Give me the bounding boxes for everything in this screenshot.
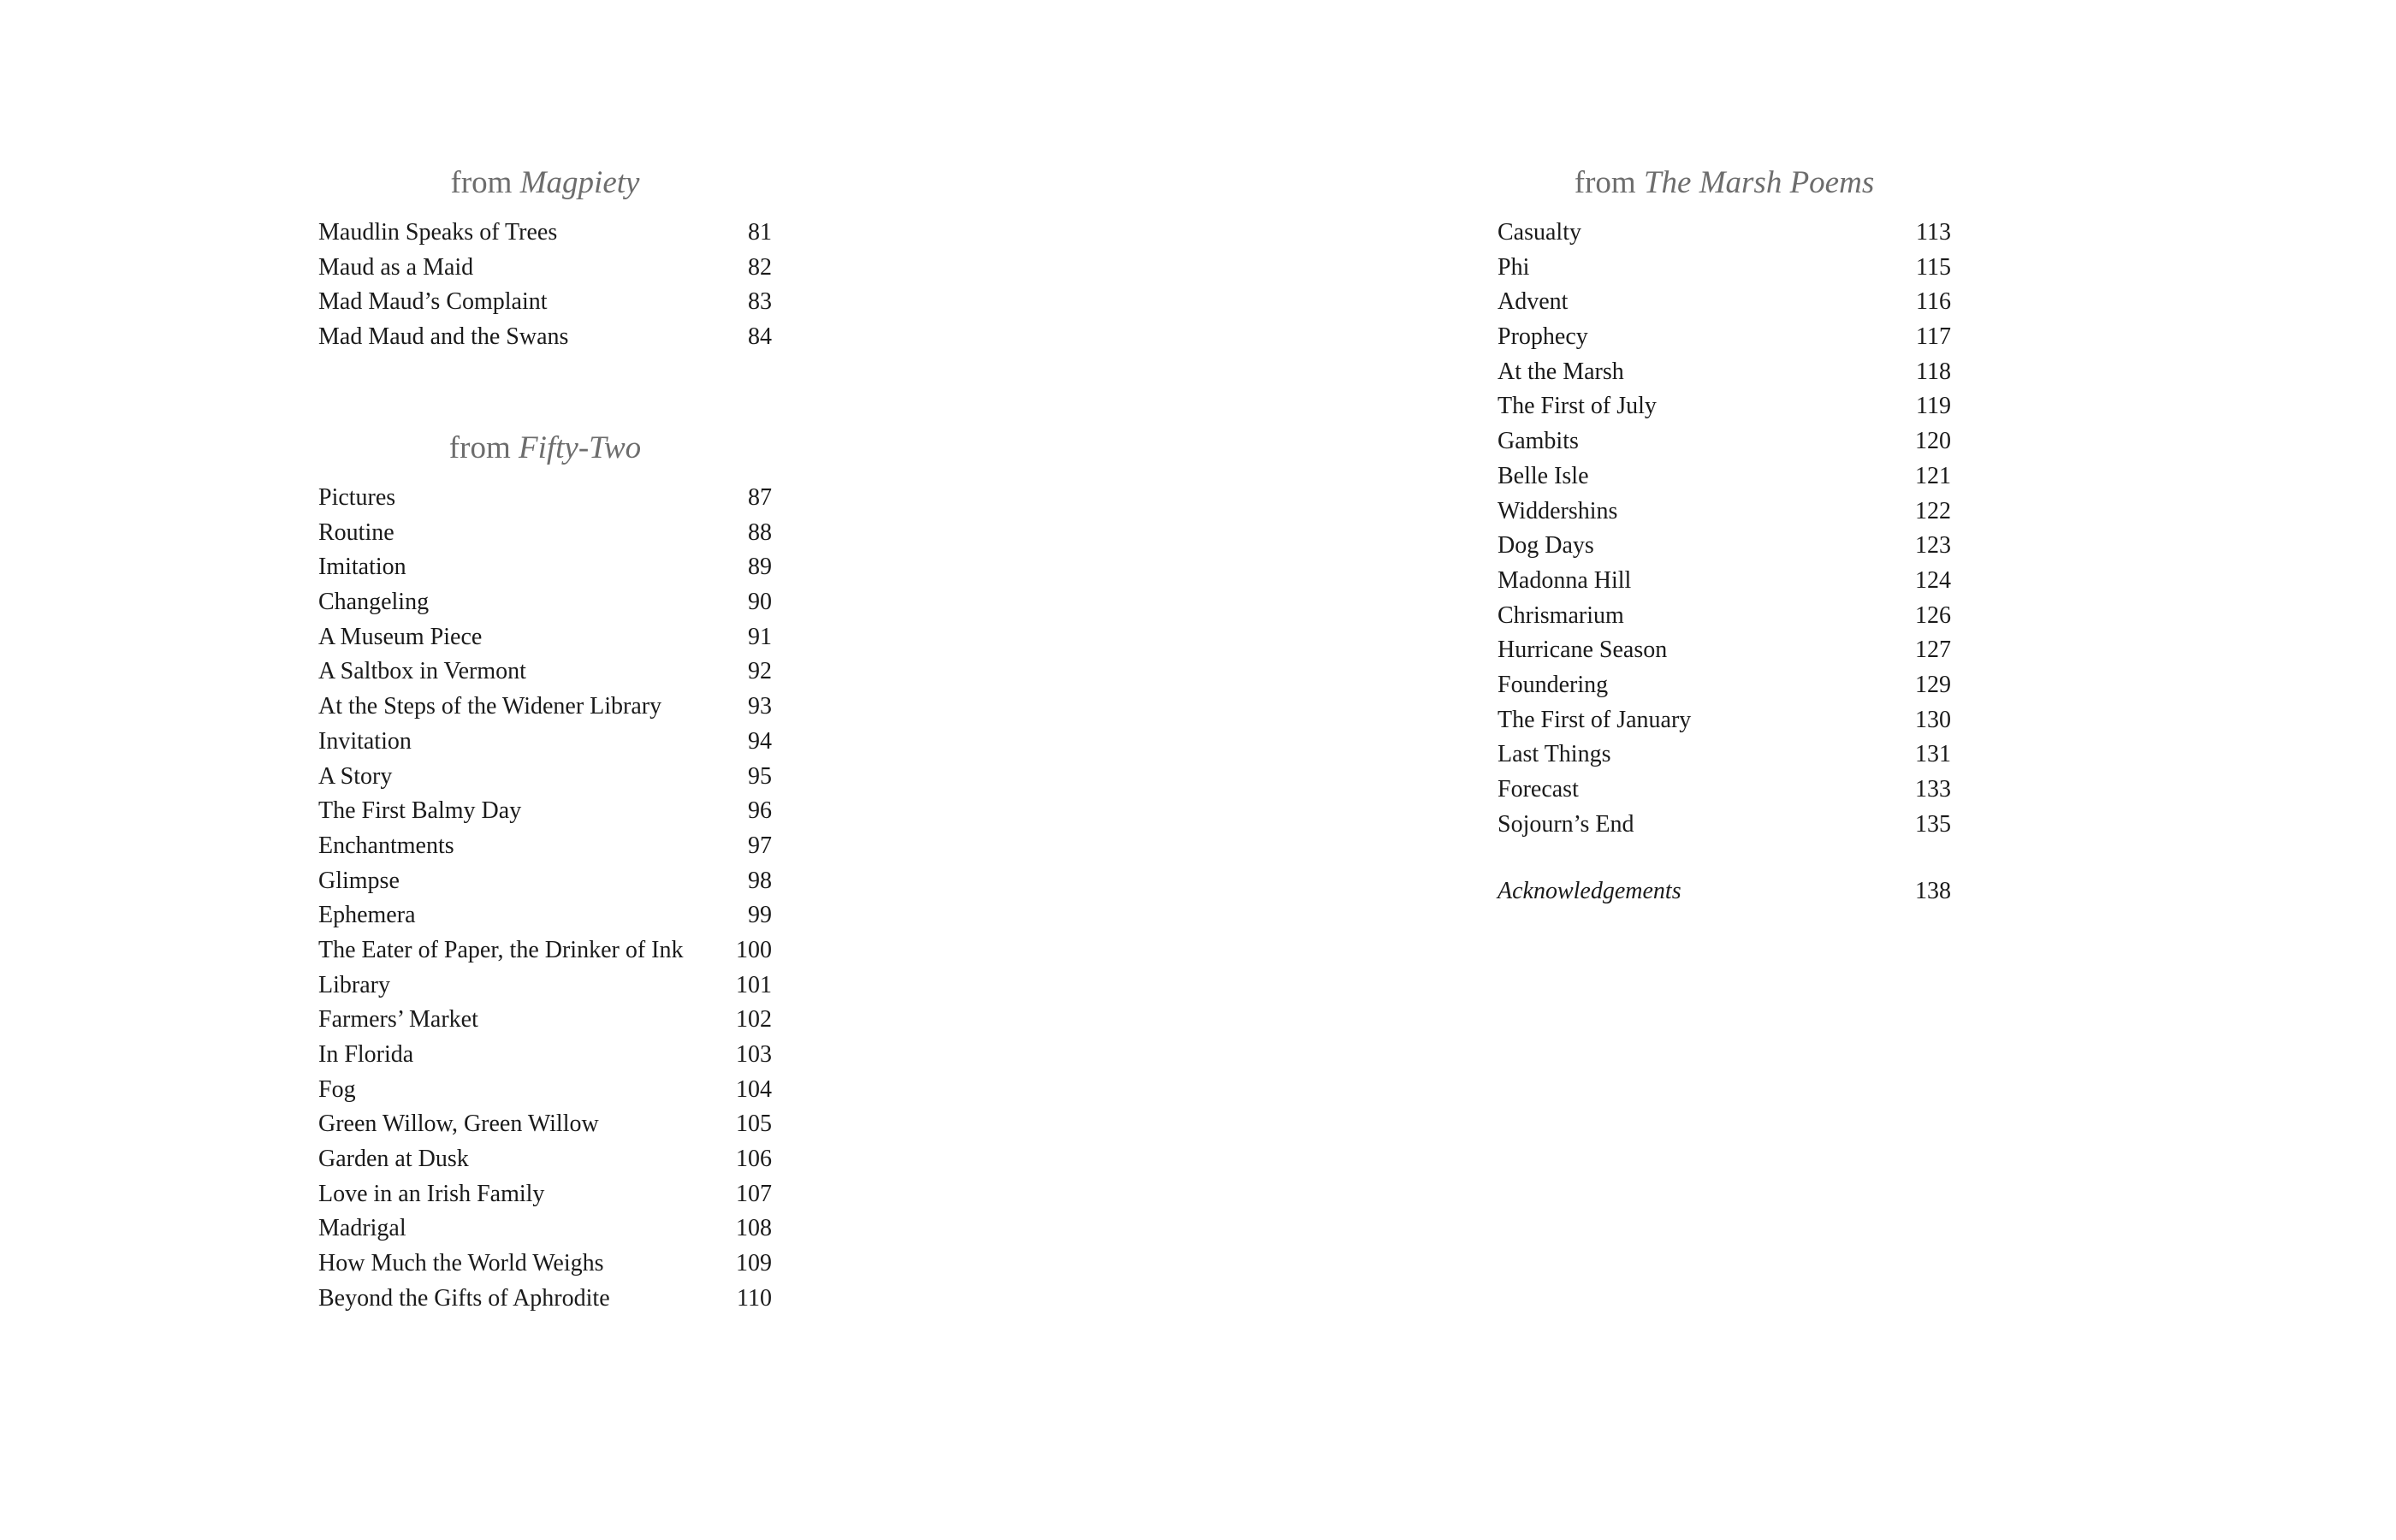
toc-entry-page-number: 121 xyxy=(1915,462,1951,489)
toc-entry-page-number: 94 xyxy=(748,727,772,755)
section-heading xyxy=(1498,166,1951,200)
toc-entry-title: Glimpse xyxy=(318,867,400,894)
toc-entry[interactable] xyxy=(318,216,772,251)
section-heading-work: Fifty-Two xyxy=(518,430,642,465)
toc-entry-title: Gambits xyxy=(1498,428,1579,455)
toc-entry-page-number: 109 xyxy=(736,1250,772,1277)
toc-entry[interactable] xyxy=(1498,773,1951,808)
toc-entry-title: Prophecy xyxy=(1498,323,1588,351)
toc-entry-title: Invitation xyxy=(318,727,412,755)
toc-entry[interactable] xyxy=(1498,529,1951,564)
toc-entry-title: Garden at Dusk xyxy=(318,1146,469,1173)
toc-entry-page-number: 120 xyxy=(1915,428,1951,455)
toc-entry[interactable] xyxy=(1498,459,1951,495)
toc-entry-list xyxy=(318,481,772,1317)
toc-entry-title: The First of January xyxy=(1498,706,1692,733)
toc-entry-page-number: 116 xyxy=(1916,288,1951,316)
toc-entry[interactable] xyxy=(1498,216,1951,251)
toc-entry-title: In Florida xyxy=(318,1041,414,1068)
toc-entry-title: Last Things xyxy=(1498,741,1611,768)
toc-entry-page-number: 131 xyxy=(1915,741,1951,768)
toc-entry[interactable] xyxy=(318,1177,772,1212)
toc-entry-title: Sojourn’s End xyxy=(1498,810,1634,838)
toc-entry-list xyxy=(1498,216,1951,842)
toc-entry-title: Madrigal xyxy=(318,1215,406,1242)
toc-entry-page-number: 95 xyxy=(748,762,772,790)
toc-entry[interactable] xyxy=(318,585,772,620)
toc-entry-page-number: 108 xyxy=(736,1215,772,1242)
toc-entry-page-number: 82 xyxy=(748,253,772,281)
toc-entry-title: Imitation xyxy=(318,554,406,581)
toc-entry[interactable] xyxy=(318,933,772,968)
toc-entry-title: Changeling xyxy=(318,589,430,616)
toc-entry-title: Acknowledgements xyxy=(1498,878,1681,904)
toc-entry-page-number: 91 xyxy=(748,623,772,650)
section-heading-work: The Marsh Poems xyxy=(1643,165,1875,200)
toc-entry[interactable] xyxy=(318,898,772,933)
toc-entry-title: Madonna Hill xyxy=(1498,566,1632,594)
toc-entry-title: A Story xyxy=(318,762,393,790)
toc-entry-title: Foundering xyxy=(1498,671,1609,698)
toc-entry-page-number: 103 xyxy=(736,1041,772,1068)
toc-entry[interactable] xyxy=(318,481,772,516)
toc-entry-list xyxy=(318,216,772,355)
toc-entry-title: A Saltbox in Vermont xyxy=(318,658,526,685)
toc-entry[interactable] xyxy=(1498,564,1951,599)
toc-entry-title: Advent xyxy=(1498,288,1569,316)
toc-entry-page-number: 118 xyxy=(1916,358,1951,385)
toc-entry[interactable] xyxy=(1498,251,1951,286)
toc-entry-page-number: 113 xyxy=(1916,219,1951,246)
toc-entry-title: Library xyxy=(318,971,390,998)
toc-entry[interactable] xyxy=(318,1107,772,1142)
toc-entry[interactable] xyxy=(318,864,772,899)
section-heading-prefix: from xyxy=(450,165,513,200)
toc-entry[interactable] xyxy=(318,654,772,690)
toc-entry-page-number: 99 xyxy=(748,902,772,929)
toc-entry-page-number: 126 xyxy=(1915,601,1951,629)
toc-entry-page-number: 90 xyxy=(748,589,772,616)
toc-entry[interactable] xyxy=(1498,668,1951,703)
toc-entry-page-number: 133 xyxy=(1915,776,1951,803)
toc-entry-page-number: 104 xyxy=(736,1075,772,1103)
toc-entry-title: Mad Maud’s Complaint xyxy=(318,288,548,316)
toc-entry-title: Forecast xyxy=(1498,776,1579,803)
toc-entry[interactable] xyxy=(318,725,772,760)
toc-entry[interactable] xyxy=(1498,320,1951,355)
section-heading-prefix: from xyxy=(1574,165,1636,200)
toc-entry[interactable] xyxy=(318,1038,772,1073)
toc-entry[interactable] xyxy=(1498,424,1951,459)
toc-entry-page-number: 135 xyxy=(1915,810,1951,838)
toc-entry-page-number: 117 xyxy=(1916,323,1951,351)
toc-entry-page-number: 84 xyxy=(748,323,772,351)
toc-entry[interactable] xyxy=(318,550,772,585)
toc-entry-page-number: 96 xyxy=(748,797,772,825)
toc-entry[interactable] xyxy=(318,760,772,795)
section-heading xyxy=(318,166,772,200)
toc-entry[interactable] xyxy=(1498,633,1951,668)
toc-entry-title: Casualty xyxy=(1498,219,1581,246)
toc-entry[interactable] xyxy=(318,690,772,725)
toc-entry-title: Enchantments xyxy=(318,832,454,859)
toc-entry-page-number: 98 xyxy=(748,867,772,894)
toc-entry[interactable] xyxy=(318,1282,772,1317)
toc-entry[interactable] xyxy=(1498,389,1951,424)
toc-entry[interactable] xyxy=(318,620,772,655)
toc-entry-title: Pictures xyxy=(318,484,396,511)
toc-entry-title: At the Marsh xyxy=(1498,358,1624,385)
toc-entry[interactable] xyxy=(318,829,772,864)
toc-entry-page-number: 89 xyxy=(748,554,772,581)
toc-entry[interactable] xyxy=(1498,285,1951,320)
toc-entry-page-number: 97 xyxy=(748,832,772,859)
toc-entry-page-number: 124 xyxy=(1915,566,1951,594)
toc-entry-page-number: 87 xyxy=(748,484,772,511)
toc-entry-page-number: 100 xyxy=(736,936,772,963)
toc-entry-title: Beyond the Gifts of Aphrodite xyxy=(318,1284,610,1312)
toc-entry-title: Belle Isle xyxy=(1498,462,1589,489)
toc-entry[interactable] xyxy=(318,1211,772,1247)
toc-entry[interactable] xyxy=(318,968,772,1004)
toc-entry-page-number: 122 xyxy=(1915,497,1951,524)
toc-entry[interactable] xyxy=(318,516,772,551)
toc-entry-page-number: 81 xyxy=(748,219,772,246)
toc-entry-title: Fog xyxy=(318,1075,356,1103)
toc-entry-page-number: 123 xyxy=(1915,532,1951,560)
toc-entry-title: Love in an Irish Family xyxy=(318,1180,545,1207)
toc-entry[interactable] xyxy=(1498,737,1951,773)
section-heading xyxy=(318,431,772,465)
toc-entry[interactable] xyxy=(318,1003,772,1038)
toc-entry-title: Routine xyxy=(318,518,394,546)
toc-entry[interactable] xyxy=(318,1142,772,1177)
section-heading-work: Magpiety xyxy=(519,165,640,200)
toc-entry-title: Green Willow, Green Willow xyxy=(318,1111,599,1138)
toc-entry[interactable] xyxy=(1498,599,1951,634)
toc-entry-page-number: 127 xyxy=(1915,637,1951,664)
toc-entry-title: Dog Days xyxy=(1498,532,1594,560)
toc-entry-page-number: 92 xyxy=(748,658,772,685)
toc-entry-title: A Museum Piece xyxy=(318,623,483,650)
right-page xyxy=(1198,0,2396,1540)
toc-entry-title: Farmers’ Market xyxy=(318,1006,478,1034)
toc-entry-title: Ephemera xyxy=(318,902,416,929)
toc-entry-page-number: 83 xyxy=(748,288,772,316)
toc-entry-acknowledgements[interactable] xyxy=(1498,874,1951,909)
toc-entry-page-number: 129 xyxy=(1915,671,1951,698)
toc-entry[interactable] xyxy=(318,320,772,355)
toc-entry-page-number: 115 xyxy=(1916,253,1951,281)
toc-entry-page-number: 110 xyxy=(737,1284,772,1312)
toc-entry[interactable] xyxy=(318,794,772,829)
toc-entry-title: Widdershins xyxy=(1498,497,1618,524)
toc-entry-page-number: 119 xyxy=(1916,393,1951,420)
toc-entry-page-number: 102 xyxy=(736,1006,772,1034)
toc-entry-page-number: 138 xyxy=(1915,878,1951,904)
toc-back-matter xyxy=(1498,874,1951,909)
toc-entry-title: Maud as a Maid xyxy=(318,253,474,281)
toc-entry-title: Phi xyxy=(1498,253,1530,281)
toc-entry[interactable] xyxy=(1498,808,1951,843)
toc-entry-title: The First Balmy Day xyxy=(318,797,522,825)
toc-entry-page-number: 101 xyxy=(736,971,772,998)
section-heading-prefix: from xyxy=(448,430,511,465)
toc-entry-page-number: 106 xyxy=(736,1146,772,1173)
toc-entry-title: Chrismarium xyxy=(1498,601,1624,629)
toc-entry-page-number: 93 xyxy=(748,693,772,720)
toc-entry[interactable] xyxy=(1498,495,1951,530)
toc-entry-page-number: 88 xyxy=(748,518,772,546)
toc-entry-title: Hurricane Season xyxy=(1498,637,1668,664)
toc-entry-page-number: 107 xyxy=(736,1180,772,1207)
toc-entry-page-number: 130 xyxy=(1915,706,1951,733)
toc-entry-title: The First of July xyxy=(1498,393,1657,420)
toc-entry[interactable] xyxy=(1498,355,1951,390)
toc-entry[interactable] xyxy=(1498,703,1951,738)
toc-entry[interactable] xyxy=(318,285,772,320)
toc-entry[interactable] xyxy=(318,1247,772,1282)
toc-entry[interactable] xyxy=(318,1073,772,1108)
toc-entry-title: At the Steps of the Widener Library xyxy=(318,693,662,720)
toc-entry-title: Maudlin Speaks of Trees xyxy=(318,219,558,246)
toc-entry-title: Mad Maud and the Swans xyxy=(318,323,569,351)
toc-entry-title: The Eater of Paper, the Drinker of Ink xyxy=(318,936,684,963)
toc-entry-page-number: 105 xyxy=(736,1111,772,1138)
toc-entry-title: How Much the World Weighs xyxy=(318,1250,604,1277)
toc-entry[interactable] xyxy=(318,251,772,286)
